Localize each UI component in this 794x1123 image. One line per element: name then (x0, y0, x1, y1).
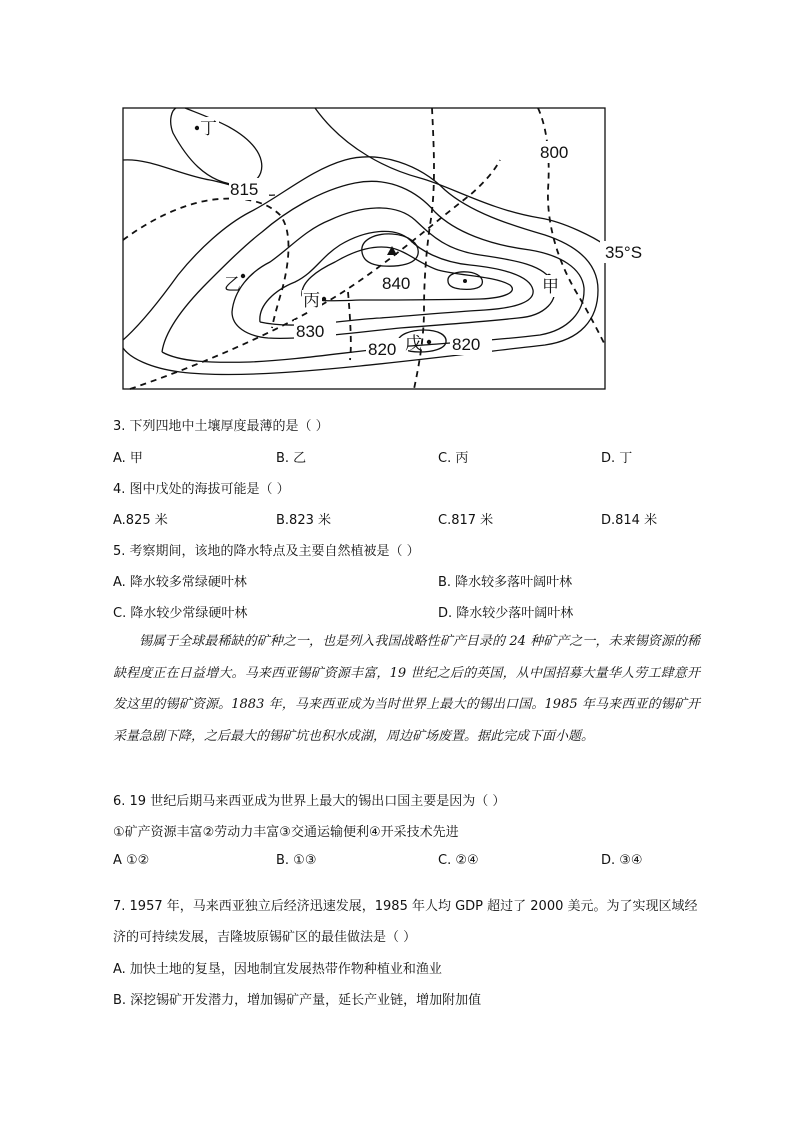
q4-option-d: D.814 米 (601, 513, 658, 528)
label-840: 840 (382, 274, 411, 293)
label-bing: 丙 (303, 291, 320, 310)
q4-stem: 4. 图中戊处的海拔可能是（ ） (113, 482, 290, 497)
label-815: 815 (230, 180, 259, 199)
label-wu: 戊 (405, 334, 422, 353)
contour-top-right-arc (315, 108, 605, 245)
q5-option-b: B. 降水较多落叶阔叶林 (438, 575, 573, 590)
q6-option-d: D. ③④ (601, 853, 643, 868)
q3-stem: 3. 下列四地中土壤厚度最薄的是（ ） (113, 419, 329, 434)
label-35S: 35°S (605, 243, 643, 262)
dashed-line-center (348, 292, 351, 360)
point-ding (195, 126, 199, 130)
q5-option-c: C. 降水较少常绿硬叶林 (113, 606, 248, 621)
q3-option-a: A. 甲 (113, 451, 143, 466)
q4-option-b: B.823 米 (276, 513, 331, 528)
label-820-right: 820 (452, 335, 481, 354)
q6-option-c: C. ②④ (438, 853, 479, 868)
reading-passage (113, 626, 700, 752)
q5-option-d: D. 降水较少落叶阔叶林 (438, 606, 574, 621)
contour-815 (123, 157, 598, 375)
label-yi: 乙 (224, 275, 241, 294)
q6-option-b: B. ①③ (276, 853, 317, 868)
q7-stem-line2: 济的可持续发展，吉隆坡原锡矿区的最佳做法是（ ） (113, 930, 417, 945)
q3-option-c: C. 丙 (438, 451, 469, 466)
q3-option-d: D. 丁 (601, 451, 633, 466)
small-ring-dot (463, 279, 467, 283)
label-830: 830 (296, 322, 325, 341)
dashed-line-left-curve (123, 199, 289, 328)
dashed-line-diagonal (130, 160, 500, 389)
q3-option-b: B. 乙 (276, 451, 307, 466)
q7-stem-line1: 7. 1957 年，马来西亚独立后经济迅速发展，1985 年人均 GDP 超过了 2000 美元。为了实现区域经 (113, 899, 698, 914)
q4-option-a: A.825 米 (113, 513, 168, 528)
q7-option-a: A. 加快土地的复垦，因地制宜发展热带作物种植业和渔业 (113, 962, 442, 977)
label-ding: 丁 (200, 119, 217, 138)
q7-option-b: B. 深挖锡矿开发潜力，增加锡矿产量，延长产业链，增加附加值 (113, 993, 482, 1008)
passage-text: 锡属于全球最稀缺的矿种之一，也是列入我国战略性矿产目录的 24 种矿产之一，未来锡资源的稀缺程度正在日益增大。马来西亚锡矿资源丰富，19 世纪之后的英国，从中国招募大量华人劳工肆意开发这里的锡矿资源。1883 年，马来西亚成为当时世界上最大的锡出口国。1985 年马来西亚的锡矿开采量急剧下降，之后最大的锡矿坑也积水成湖，周边矿场废置。据此完成下面小题。 (113, 634, 700, 744)
label-820-left: 820 (368, 340, 397, 359)
q6-choices-line: ①矿产资源丰富②劳动力丰富③交通运输便利④开采技术先进 (113, 825, 459, 840)
contour-map (0, 0, 794, 400)
point-wu (427, 340, 431, 344)
label-jia: 甲 (542, 277, 559, 296)
label-800: 800 (540, 143, 569, 162)
q6-option-a: A ①② (113, 853, 150, 868)
point-bing (322, 297, 326, 301)
point-yi (241, 274, 245, 278)
q5-option-a: A. 降水较多常绿硬叶林 (113, 575, 247, 590)
q5-stem: 5. 考察期间，该地的降水特点及主要自然植被是（ ） (113, 544, 420, 559)
q6-stem: 6. 19 世纪后期马来西亚成为世界上最大的锡出口国主要是因为（ ） (113, 794, 506, 809)
q4-option-c: C.817 米 (438, 513, 494, 528)
